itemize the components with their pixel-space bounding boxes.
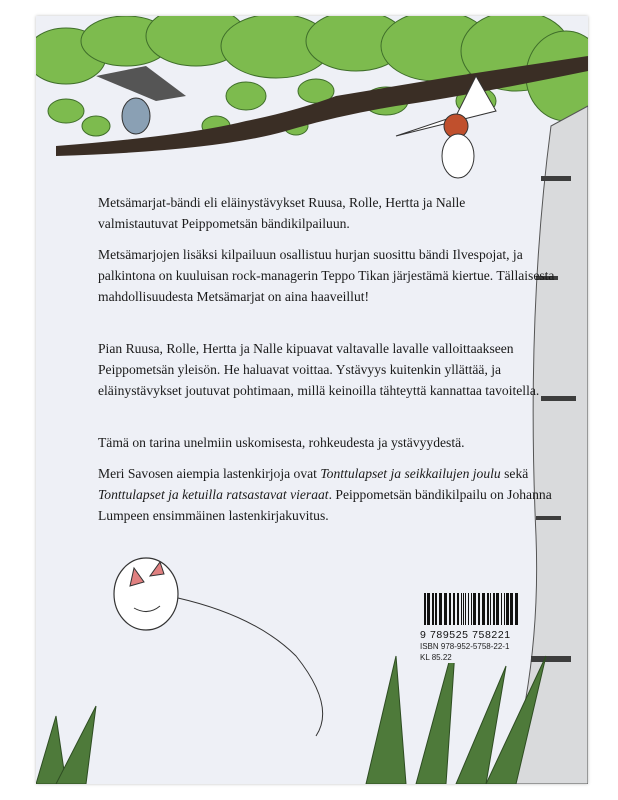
barcode-bar bbox=[493, 593, 495, 625]
barcode-bar bbox=[468, 593, 469, 625]
barcode-bar bbox=[496, 593, 499, 625]
barcode-bar bbox=[457, 593, 459, 625]
intro-paragraph: Metsämarjat-bändi eli eläinystävykset Ruusa, Rolle, Hertta ja Nalle valmistautuvat Peippometsän bändikilpailuun. bbox=[98, 195, 466, 231]
barcode-bar bbox=[461, 593, 462, 625]
author-text: . Peippometsän bändikilpailu on Johanna Lumpeen ensimmäinen lastenkirjakuvitus. bbox=[98, 487, 552, 523]
barcode-bar bbox=[510, 593, 513, 625]
barcode-bar bbox=[487, 593, 489, 625]
barcode-bar bbox=[432, 593, 434, 625]
barcode-bar bbox=[490, 593, 491, 625]
barcode-bar bbox=[482, 593, 485, 625]
book-title: Tonttulapset ja seikkailujen joulu bbox=[320, 466, 501, 481]
barcode-number: 9 789525 758221 bbox=[420, 629, 511, 641]
barcode-bar bbox=[439, 593, 442, 625]
barcode-bar bbox=[453, 593, 455, 625]
balloon bbox=[114, 558, 323, 736]
barcode bbox=[424, 593, 522, 625]
plot-paragraph: Metsämarjojen lisäksi kilpailuun osallistuu hurjan suosittu bändi Ilvespojat, ja palkintona on kuuluisan rock-managerin Teppo Tikan järjestämä kiertue. Tällaisesta mahdollisuudesta Metsämarjat on aina haaveillut! bbox=[98, 247, 555, 304]
barcode-bar bbox=[449, 593, 451, 625]
book-back-cover bbox=[36, 16, 588, 784]
barcode-bar bbox=[501, 593, 502, 625]
barcode-bar bbox=[424, 593, 426, 625]
library-class: KL 85.22 bbox=[420, 653, 452, 662]
barcode-bar bbox=[504, 593, 505, 625]
barcode-bar bbox=[427, 593, 430, 625]
author-paragraph bbox=[98, 463, 568, 526]
barcode-bar bbox=[478, 593, 480, 625]
barcode-block bbox=[420, 593, 522, 663]
barcode-bar bbox=[435, 593, 437, 625]
barcode-bar bbox=[473, 593, 476, 625]
barcode-bar bbox=[515, 593, 518, 625]
author-text: sekä bbox=[500, 466, 529, 481]
theme-paragraph: Tämä on tarina unelmiin uskomisesta, rohkeudesta ja ystävyydestä. bbox=[98, 435, 465, 450]
barcode-bar bbox=[465, 593, 466, 625]
barcode-bar bbox=[444, 593, 447, 625]
book-title: Tonttulapset ja ketuilla ratsastavat vieraat bbox=[98, 487, 329, 502]
barcode-bar bbox=[506, 593, 509, 625]
conflict-paragraph: Pian Ruusa, Rolle, Hertta ja Nalle kipuavat valtavalle lavalle valloittaakseen Peippometsän yleisön. He haluavat voittaa. Ystävyys kuitenkin yllättää, ja eläinystävykset joutuvat pohtimaan, millä keinoilla tähteyttä kannattaa tavoitella. bbox=[98, 341, 540, 398]
barcode-bar bbox=[463, 593, 464, 625]
isbn: ISBN 978-952-5758-22-1 bbox=[420, 642, 510, 651]
barcode-bar bbox=[471, 593, 472, 625]
author-text: Meri Savosen aiempia lastenkirjoja ovat bbox=[98, 466, 321, 481]
